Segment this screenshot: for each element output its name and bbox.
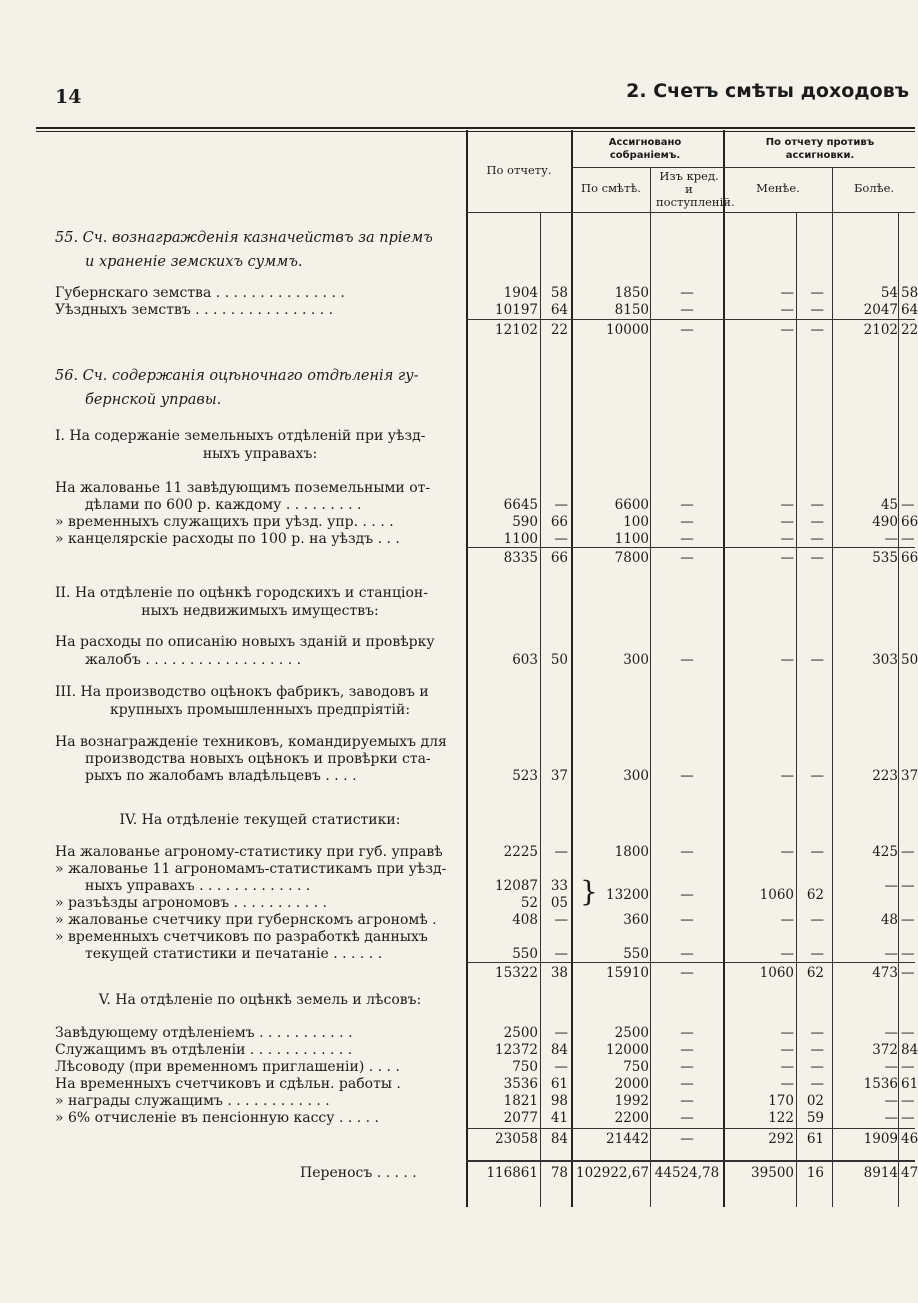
cell-kred: 44524,78 xyxy=(654,1165,720,1181)
cell-men_k: — xyxy=(810,322,824,338)
cell-men_r: — xyxy=(780,322,794,338)
cell-kred: — xyxy=(680,1110,694,1126)
text-row-r8: » разъѣзды агрономовъ . . . . . . . . . . . xyxy=(55,895,328,911)
cell-men_k: — xyxy=(810,514,824,530)
cell-bol_k: 47 xyxy=(901,1165,918,1181)
cell-smeta: 1850 xyxy=(614,285,649,301)
text-row-r12: Служащимъ въ отдѣленіи . . . . . . . . . . . . xyxy=(55,1042,353,1058)
text-row-r5-3: рыхъ по жалобамъ владѣльцевъ . . . . xyxy=(85,768,357,784)
cell-rub: 23058 xyxy=(495,1131,538,1147)
text-row-r9: » жалованье счетчику при губернскомъ агрономѣ . xyxy=(55,912,437,928)
cell-men_r: — xyxy=(780,946,794,962)
cell-bol_r: — xyxy=(884,1093,898,1109)
cell-kred: — xyxy=(680,1025,694,1041)
cell-bol_k: — xyxy=(901,531,915,547)
cell-men_k: — xyxy=(810,652,824,668)
cell-rub: 116861 xyxy=(486,1165,538,1181)
cell-rub: 590 xyxy=(512,514,538,530)
cell-bol_r: 425 xyxy=(872,844,898,860)
cell-smeta: 12000 xyxy=(606,1042,649,1058)
cell-kop: — xyxy=(554,497,568,513)
cell-bol_r: 2102 xyxy=(863,322,898,338)
column-divider xyxy=(898,213,899,1207)
cell-bol_r: 2047 xyxy=(863,302,898,318)
cell-bol_k: — xyxy=(901,1110,915,1126)
cell-men_r: — xyxy=(780,531,794,547)
cell-bol_k: — xyxy=(901,1059,915,1075)
cell-kop: 41 xyxy=(550,1110,568,1126)
cell-men_k: — xyxy=(810,285,824,301)
cell-men_k: 02 xyxy=(806,1093,824,1109)
cell-rub: 408 xyxy=(512,912,538,928)
cell-men_r: — xyxy=(780,768,794,784)
text-row-r5-1: На вознагражденіе техниковъ, командируемыхъ для xyxy=(55,734,447,750)
cell-rub: 12372 xyxy=(495,1042,538,1058)
cell-men_r: — xyxy=(780,1025,794,1041)
cell-smeta: 360 xyxy=(623,912,649,928)
text-row-perenos: Переносъ . . . . . xyxy=(300,1165,417,1181)
header-sub-rule xyxy=(571,167,915,168)
cell-rub: 603 xyxy=(512,652,538,668)
header-menee: Менѣе. xyxy=(756,181,800,195)
header-po-otchetu: По отчету. xyxy=(486,163,552,177)
cell-bol_k: 64 xyxy=(901,302,918,318)
cell-rub: 12102 xyxy=(495,322,538,338)
cell-kop: 98 xyxy=(550,1093,568,1109)
cell-kop: 58 xyxy=(550,285,568,301)
cell-men_k: 62 xyxy=(806,965,824,981)
cell-kop: — xyxy=(554,531,568,547)
column-divider xyxy=(540,213,541,1207)
cell-kop: — xyxy=(554,1025,568,1041)
cell-men_r: 170 xyxy=(768,1093,794,1109)
cell-bol_r: 45 xyxy=(880,497,898,513)
cell-kred: — xyxy=(680,302,694,318)
text-row-sec56-title-2: бернской управы. xyxy=(85,392,222,408)
header-iz-kred: Изъ кред. и поступленій. xyxy=(656,169,735,209)
cell-bol_r: 1536 xyxy=(863,1076,898,1092)
column-divider xyxy=(723,130,725,1207)
cell-men_r: 1060 xyxy=(759,965,794,981)
cell-kop: 37 xyxy=(550,768,568,784)
cell-kred: — xyxy=(680,887,694,903)
cell-kred: — xyxy=(680,550,694,566)
cell-rub: 750 xyxy=(512,1059,538,1075)
cell-kred: — xyxy=(680,497,694,513)
cell-kred: — xyxy=(680,652,694,668)
cell-kred: — xyxy=(680,285,694,301)
cell-smeta: 2000 xyxy=(614,1076,649,1092)
cell-rub: 1100 xyxy=(503,531,538,547)
cell-men_r: 39500 xyxy=(751,1165,794,1181)
text-row-part2-1: II. На отдѣленіе по оцѣнкѣ городскихъ и станціон- xyxy=(55,585,428,601)
cell-kop: — xyxy=(554,912,568,928)
cell-rub: 15322 xyxy=(495,965,538,981)
text-row-uezd: Уѣздныхъ земствъ . . . . . . . . . . . . . . . . xyxy=(55,302,334,318)
cell-men_k: — xyxy=(810,302,824,318)
text-row-r1-1: На жалованье 11 завѣдующимъ поземельными от- xyxy=(55,480,431,496)
cell-kred: — xyxy=(680,531,694,547)
cell-bol_k: 50 xyxy=(901,652,918,668)
cell-smeta: 21442 xyxy=(606,1131,649,1147)
header-po-smete: По смѣтѣ. xyxy=(581,181,641,195)
cell-bol_r: — xyxy=(884,531,898,547)
text-row-part3-2: крупныхъ промышленныхъ предпріятій: xyxy=(109,702,411,718)
cell-men_k: — xyxy=(810,1042,824,1058)
cell-bol_k: — xyxy=(901,912,915,928)
text-row-r3: » канцелярскіе расходы по 100 р. на уѣздъ . . . xyxy=(55,531,400,547)
cell-men_k: 16 xyxy=(806,1165,824,1181)
cell-kred: — xyxy=(680,1076,694,1092)
cell-men_r: — xyxy=(780,1042,794,1058)
cell-men_k: 61 xyxy=(806,1131,824,1147)
cell-kred: — xyxy=(680,768,694,784)
cell-bol_r: 372 xyxy=(872,1042,898,1058)
cell-smeta: 2200 xyxy=(614,1110,649,1126)
cell-bol_r: 535 xyxy=(872,550,898,566)
cell-bol_r: — xyxy=(884,1025,898,1041)
cell-kop: 84 xyxy=(550,1042,568,1058)
cell-rub: 10197 xyxy=(495,302,538,318)
column-divider xyxy=(796,213,797,1207)
cell-smeta: 6600 xyxy=(614,497,649,513)
cell-men_r: — xyxy=(780,652,794,668)
cell-bol_k: 58 xyxy=(901,285,918,301)
cell-rub: 8335 xyxy=(503,550,538,566)
cell-bol_r: — xyxy=(884,1059,898,1075)
table-top-rule-2 xyxy=(36,131,915,132)
subtotal-rule xyxy=(466,962,915,963)
text-row-part4: IV. На отдѣленіе текущей статистики: xyxy=(119,812,401,828)
cell-men_r: — xyxy=(780,285,794,301)
cell-rub: 52 xyxy=(520,895,538,911)
cell-men_r: — xyxy=(780,844,794,860)
text-row-r13: Лѣсоводу (при временномъ приглашеніи) . . . . xyxy=(55,1059,400,1075)
text-row-r7-1: » жалованье 11 агрономамъ-статистикамъ при уѣзд- xyxy=(55,861,447,877)
text-row-part2-2: ныхъ недвижимыхъ имуществъ: xyxy=(141,603,379,619)
cell-men_k: — xyxy=(810,550,824,566)
cell-bol_k: 84 xyxy=(901,1042,918,1058)
cell-men_r: — xyxy=(780,497,794,513)
text-row-sec55-title-2: и храненіе земскихъ суммъ. xyxy=(85,254,303,270)
text-row-r16: » 6% отчисленіе въ пенсіонную кассу . . . . . xyxy=(55,1110,379,1126)
cell-bol_k: — xyxy=(901,1025,915,1041)
cell-men_k: — xyxy=(810,531,824,547)
cell-men_r: — xyxy=(780,550,794,566)
cell-smeta: 102922,67 xyxy=(575,1165,649,1181)
cell-bol_k: — xyxy=(901,844,915,860)
cell-kred: — xyxy=(680,965,694,981)
cell-kop: — xyxy=(554,1059,568,1075)
cell-men_k: — xyxy=(810,1025,824,1041)
cell-bol_k: — xyxy=(901,1093,915,1109)
header-bottom-rule xyxy=(466,212,915,213)
cell-men_k: — xyxy=(810,1059,824,1075)
cell-bol_k: — xyxy=(901,497,915,513)
cell-smeta: 7800 xyxy=(614,550,649,566)
cell-rub: 3536 xyxy=(503,1076,538,1092)
cell-kop: 33 xyxy=(550,878,568,894)
cell-kop: — xyxy=(554,946,568,962)
cell-rub: 12087 xyxy=(495,878,538,894)
cell-kred: — xyxy=(680,1093,694,1109)
cell-men_k: — xyxy=(810,912,824,928)
total-rule xyxy=(466,1160,915,1162)
header-po-otchetu-protiv: По отчету противъ ассигновки. xyxy=(765,137,875,161)
header-assignovano: Ассигновано собраніемъ. xyxy=(608,137,682,161)
cell-smeta: 750 xyxy=(623,1059,649,1075)
cell-bol_k: 66 xyxy=(901,550,918,566)
text-row-r10-2: текущей статистики и печатаніе . . . . . . xyxy=(85,946,383,962)
cell-kred: — xyxy=(680,946,694,962)
text-row-r11: Завѣдующему отдѣленіемъ . . . . . . . . . . . xyxy=(55,1025,353,1041)
cell-kop: 38 xyxy=(550,965,568,981)
cell-bol_r: 54 xyxy=(880,285,898,301)
cell-kred: — xyxy=(680,844,694,860)
cell-bol_r: 473 xyxy=(872,965,898,981)
cell-bol_r: 490 xyxy=(872,514,898,530)
text-row-gub: Губернскаго земства . . . . . . . . . . . . . . . xyxy=(55,285,345,301)
column-divider xyxy=(571,130,573,1207)
text-row-sec56-title-1: 56. Сч. содержанія оцѣночнаго отдѣленія гу- xyxy=(55,368,419,384)
cell-smeta: 2500 xyxy=(614,1025,649,1041)
text-row-r15: » награды служащимъ . . . . . . . . . . . . xyxy=(55,1093,330,1109)
text-row-r5-2: производства новыхъ оцѣнокъ и провѣрки ста- xyxy=(85,751,431,767)
cell-men_r: 1060 xyxy=(759,887,794,903)
cell-kop: 05 xyxy=(550,895,568,911)
cell-rub: 1904 xyxy=(503,285,538,301)
bracket: } xyxy=(580,875,598,908)
cell-smeta: 550 xyxy=(623,946,649,962)
cell-men_k: — xyxy=(810,768,824,784)
cell-kop: 64 xyxy=(550,302,568,318)
text-row-part1-2: ныхъ управахъ: xyxy=(202,446,318,462)
page-title: 2. Счетъ смѣты доходовъ xyxy=(626,80,909,102)
cell-smeta: 8150 xyxy=(614,302,649,318)
cell-rub: 523 xyxy=(512,768,538,784)
cell-rub: 2077 xyxy=(503,1110,538,1126)
cell-kop: 66 xyxy=(550,514,568,530)
text-row-r4-1: На расходы по описанію новыхъ зданій и провѣрку xyxy=(55,634,435,650)
cell-men_k: — xyxy=(810,946,824,962)
text-row-r4-2: жалобъ . . . . . . . . . . . . . . . . . . xyxy=(85,652,302,668)
cell-kop: 66 xyxy=(550,550,568,566)
cell-smeta: 300 xyxy=(623,652,649,668)
text-row-r6: На жалованье агроному-статистику при губ. управѣ xyxy=(55,844,443,860)
cell-kop: 50 xyxy=(550,652,568,668)
cell-bol_k: — xyxy=(901,965,915,981)
cell-bol_k: 46 xyxy=(901,1131,918,1147)
table-top-rule xyxy=(36,127,915,129)
cell-men_k: 62 xyxy=(806,887,824,903)
cell-men_k: — xyxy=(810,844,824,860)
cell-rub: 1821 xyxy=(503,1093,538,1109)
cell-men_k: — xyxy=(810,1076,824,1092)
cell-bol_r: 303 xyxy=(872,652,898,668)
subtotal-rule xyxy=(466,319,915,320)
cell-kred: — xyxy=(680,1059,694,1075)
cell-smeta: 1100 xyxy=(614,531,649,547)
cell-kop: 61 xyxy=(550,1076,568,1092)
cell-men_k: — xyxy=(810,497,824,513)
cell-kred: — xyxy=(680,912,694,928)
cell-kred: — xyxy=(680,514,694,530)
cell-kred: — xyxy=(680,1131,694,1147)
subtotal-rule xyxy=(466,547,915,548)
text-row-r2: » временныхъ служащихъ при уѣзд. упр. . . . . xyxy=(55,514,394,530)
cell-men_r: 122 xyxy=(768,1110,794,1126)
cell-smeta: 15910 xyxy=(606,965,649,981)
text-row-sec55-title-1: 55. Сч. вознагражденія казначействъ за пріемъ xyxy=(55,230,433,246)
cell-bol_r: — xyxy=(884,878,898,894)
cell-smeta: 1992 xyxy=(614,1093,649,1109)
cell-bol_r: 223 xyxy=(872,768,898,784)
cell-bol_k: 61 xyxy=(901,1076,918,1092)
cell-rub: 6645 xyxy=(503,497,538,513)
column-divider xyxy=(832,168,833,1207)
cell-bol_k: — xyxy=(901,946,915,962)
page-number: 14 xyxy=(55,86,82,108)
cell-smeta: 13200 xyxy=(606,887,649,903)
cell-kred: — xyxy=(680,1042,694,1058)
cell-rub: 550 xyxy=(512,946,538,962)
cell-smeta: 100 xyxy=(623,514,649,530)
cell-kop: 78 xyxy=(550,1165,568,1181)
text-row-part5: V. На отдѣленіе по оцѣнкѣ земель и лѣсовъ: xyxy=(98,992,422,1008)
cell-smeta: 1800 xyxy=(614,844,649,860)
cell-kop: — xyxy=(554,844,568,860)
cell-men_r: — xyxy=(780,1076,794,1092)
text-row-part3-1: III. На производство оцѣнокъ фабрикъ, заводовъ и xyxy=(55,684,429,700)
cell-bol_r: 48 xyxy=(880,912,898,928)
cell-rub: 2225 xyxy=(503,844,538,860)
text-row-r14: На временныхъ счетчиковъ и сдѣльн. работы . xyxy=(55,1076,401,1092)
cell-bol_r: 8914 xyxy=(863,1165,898,1181)
subtotal-rule xyxy=(466,1128,915,1129)
cell-kop: 84 xyxy=(550,1131,568,1147)
cell-kop: 22 xyxy=(550,322,568,338)
cell-men_k: 59 xyxy=(806,1110,824,1126)
cell-men_r: — xyxy=(780,1059,794,1075)
cell-bol_r: — xyxy=(884,1110,898,1126)
header-bolee: Болѣе. xyxy=(853,181,895,195)
text-row-r1-2: дѣлами по 600 р. каждому . . . . . . . . . xyxy=(85,497,362,513)
cell-men_r: 292 xyxy=(768,1131,794,1147)
cell-bol_k: 37 xyxy=(901,768,918,784)
cell-rub: 2500 xyxy=(503,1025,538,1041)
cell-smeta: 10000 xyxy=(606,322,649,338)
cell-men_r: — xyxy=(780,912,794,928)
cell-smeta: 300 xyxy=(623,768,649,784)
cell-bol_r: 1909 xyxy=(863,1131,898,1147)
text-row-part1-1: I. На содержаніе земельныхъ отдѣленій при уѣзд- xyxy=(55,428,426,444)
text-row-r7-2: ныхъ управахъ . . . . . . . . . . . . . xyxy=(85,878,311,894)
cell-men_r: — xyxy=(780,514,794,530)
column-divider xyxy=(466,130,468,1207)
column-divider xyxy=(650,168,651,1207)
cell-bol_r: — xyxy=(884,946,898,962)
cell-bol_k: 22 xyxy=(901,322,918,338)
cell-men_r: — xyxy=(780,302,794,318)
cell-bol_k: 66 xyxy=(901,514,918,530)
text-row-r10-1: » временныхъ счетчиковъ по разработкѣ данныхъ xyxy=(55,929,428,945)
cell-bol_k: — xyxy=(901,878,915,894)
cell-kred: — xyxy=(680,322,694,338)
